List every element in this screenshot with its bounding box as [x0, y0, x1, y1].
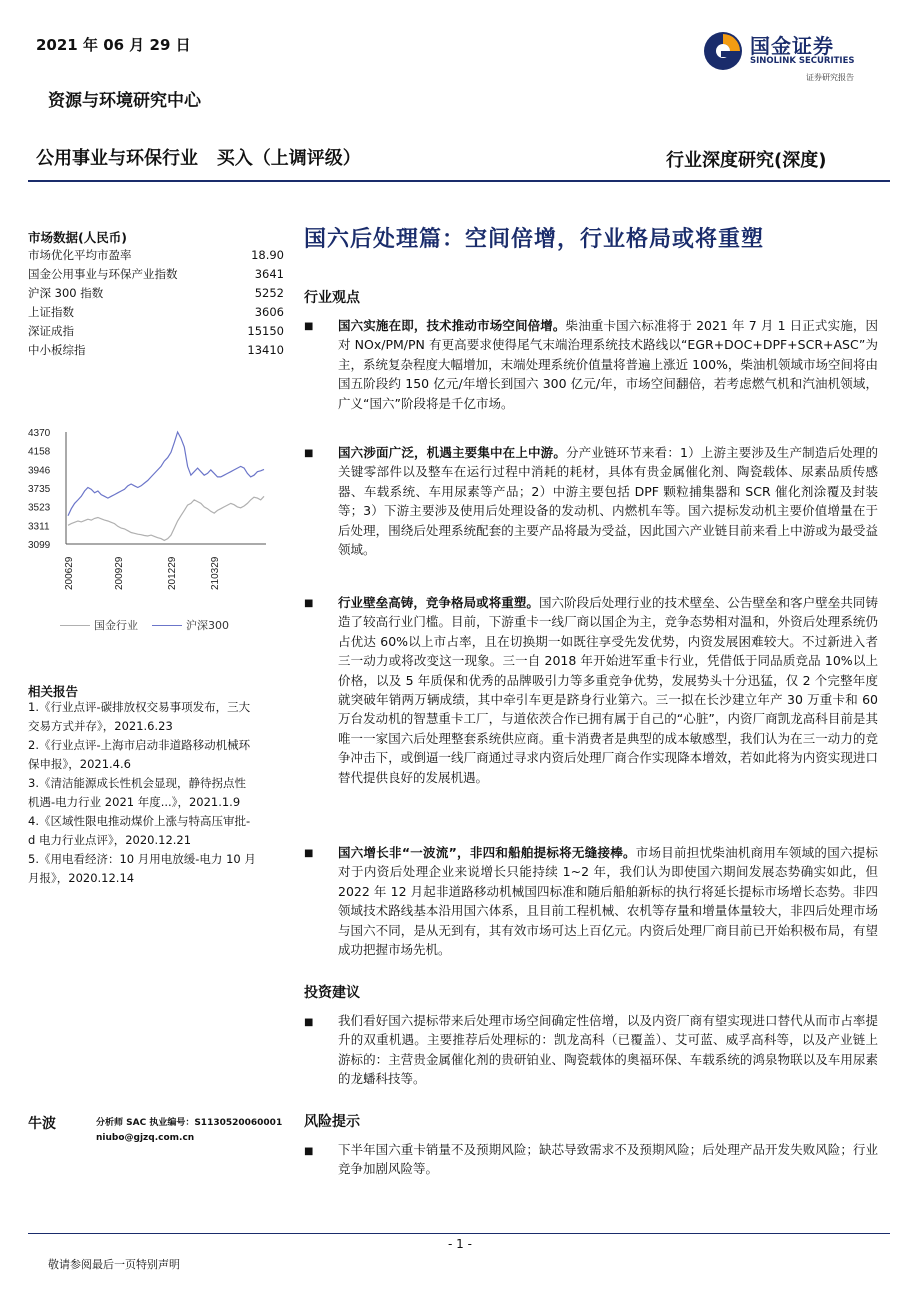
market-value: 3641: [254, 267, 284, 281]
market-label: 深证成指: [28, 324, 74, 338]
market-label: 中小板综指: [28, 343, 86, 357]
view-paragraph: [338, 843, 878, 959]
chart-x-tick-label: 200629: [64, 556, 75, 590]
risk-body: 下半年国六重卡销量不及预期风险；缺芯导致需求不及预期风险；后处理产品开发失败风险；行业竞争加剧风险等。: [338, 1142, 878, 1177]
legend-label: 沪深300: [186, 619, 229, 632]
report-type: 行业深度研究(深度): [666, 150, 827, 171]
view-paragraph: [338, 593, 878, 787]
related-report-line: d 电力行业点评》，2020.12.21: [28, 833, 192, 847]
bullet-square-icon: ■: [304, 598, 314, 609]
risk-heading: 风险提示: [304, 1114, 360, 1130]
market-row: [28, 303, 284, 322]
invest-advice-heading: 投资建议: [304, 985, 360, 1001]
market-label: 市场优化平均市盈率: [28, 248, 132, 262]
sector-rating: 公用事业与环保行业 买入（上调评级）: [36, 148, 361, 169]
research-center: 资源与环境研究中心: [48, 91, 201, 111]
view-lead: 国六增长非“一波流”，非四和船舶提标将无缝接棒。: [338, 845, 636, 860]
market-value: 15150: [247, 324, 284, 338]
market-label: 沪深 300 指数: [28, 286, 104, 300]
index-line-chart: [26, 424, 274, 636]
report-title: 国六后处理篇：空间倍增，行业格局或将重塑: [304, 226, 765, 252]
view-body: 柴油重卡国六标准将于 2021 年 7 月 1 日正式实施，因对 NOx/PM/PN 有更高要求使得尾气末端治理系统技术路线以“EGR+DOC+DPF+SCR+ASC”为主，系统复杂程度大幅增加，末端处理系统价值量将普遍上涨近 100%，柴油机领域市场空间将由国五阶段约 150 亿元/年增长到国六 300 亿元/年，市场空间翻倍，若考虑燃气机和汽油机领域，广义“国六”阶段将是千亿市场。: [338, 318, 878, 411]
bullet-square-icon: ■: [304, 321, 314, 332]
page-number: - 1 -: [448, 1237, 472, 1251]
analyst-name: 牛波: [28, 1116, 56, 1132]
legend-label: 国金行业: [94, 619, 138, 632]
market-value: 5252: [254, 286, 284, 300]
bullet-square-icon: ■: [304, 1146, 314, 1157]
view-lead: 行业壁垒高铸，竞争格局或将重塑。: [338, 595, 539, 610]
view-paragraph: [338, 316, 878, 413]
chart-x-tick-label: 201229: [166, 556, 178, 590]
view-paragraph: [338, 443, 878, 559]
market-value: 13410: [247, 343, 284, 357]
view-body: 市场目前担忧柴油机商用车领域的国六提标对于内资后处理企业来说增长只能持续 1~2 年，我们认为即使国六期间发展态势确实如此，但 2022 年 12 月起非道路移动机械国四标准和随后船舶新标的执行将延长提标市场增长态势。非四领域技术路线基本沿用国六体系，且目前工程机械、农机等存量和增量体量较大，非四后处理市场与国六不同，是从无到有，其有效市场可达上百亿元。内资后处理厂商目前已开始积极布局，有望成功把握市场先机。: [338, 845, 878, 958]
market-row: [28, 265, 284, 284]
disclaimer: 敬请参阅最后一页特别声明: [48, 1258, 180, 1271]
related-reports-list: [28, 698, 296, 888]
legend-swatch: [60, 625, 90, 626]
chart-y-tick-label: 3735: [28, 483, 51, 495]
view-body: 分产业链环节来看：1）上游主要涉及生产制造后处理的关键零部件以及整车在运行过程中消耗的耗材，具体有贵金属催化剂、陶瓷载体、尿素品质传感器、车载系统、车用尿素等产品；2）中游主要包括 DPF 颗粒捕集器和 SCR 催化剂涂覆及封装等；3）下游主要涉及使用后处理设备的发动机、内燃机车等。国六提标发动机主要价值增量在于后处理，围绕后处理系统配套的主要产品将最为受益，因此国六产业链目前来看上中游或为最受益领域。: [338, 445, 878, 558]
related-report-line: 2.《行业点评-上海市启动非道路移动机械环: [28, 738, 251, 752]
chart-y-tick-label: 3946: [28, 465, 51, 477]
analyst-email: niubo@gjzq.com.cn: [96, 1133, 195, 1143]
related-report-line: 机遇-电力行业 2021 年度...》，2021.1.9: [28, 795, 241, 809]
logo-subtitle: 证券研究报告: [806, 73, 854, 82]
related-reports-heading: 相关报告: [28, 684, 79, 699]
related-report-line: 保申报》，2021.4.6: [28, 757, 131, 771]
chart-x-tick-label: 200929: [113, 556, 125, 590]
bullet-square-icon: ■: [304, 448, 314, 459]
related-report-line: 1.《行业点评-碳排放权交易事项发布，三大: [28, 700, 251, 714]
invest-advice-body: 我们看好国六提标带来后处理市场空间确定性倍增，以及内资厂商有望实现进口替代从而市占率提升的双重机遇。主要推荐后处理标的：凯龙高科（已覆盖）、艾可蓝、威孚高科等，以及产业链上游标的：主营贵金属催化剂的贵研铂业、陶瓷载体的奥福环保、车载系统的鸿泉物联以及车用尿素的龙蟠科技等。: [338, 1013, 878, 1087]
legend-item: [152, 617, 229, 633]
bullet-square-icon: ■: [304, 848, 314, 859]
report-date: 2021 年 06 月 29 日: [36, 36, 191, 54]
market-row: [28, 246, 284, 265]
footer-divider: [28, 1233, 890, 1234]
market-row: [28, 322, 284, 341]
market-row: [28, 284, 284, 303]
analyst-cert: 分析师 SAC 执业编号：S1130520060001: [96, 1118, 283, 1128]
header-divider: [28, 180, 890, 182]
market-data-heading: 市场数据(人民币): [28, 230, 127, 245]
market-data-table: [28, 246, 284, 360]
chart-series-industry: [68, 496, 264, 540]
market-label: 国金公用事业与环保产业指数: [28, 267, 178, 281]
chart-series-hs300: [68, 432, 264, 516]
chart-y-tick-label: 4370: [28, 428, 51, 439]
market-value: 18.90: [251, 248, 284, 262]
chart-x-tick-label: 210329: [210, 556, 222, 590]
market-row: [28, 341, 284, 360]
logo-company-cn: 国金证券: [750, 34, 834, 58]
market-label: 上证指数: [28, 305, 74, 319]
market-value: 3606: [254, 305, 284, 319]
bullet-square-icon: ■: [304, 1017, 314, 1028]
related-report-line: 3.《清洁能源成长性机会显现，静待拐点性: [28, 776, 246, 790]
logo-company-en: SINOLINK SECURITIES: [750, 56, 855, 66]
chart-y-tick-label: 3523: [28, 502, 51, 514]
chart-y-tick-label: 3311: [28, 521, 50, 533]
view-lead: 国六涉面广泛，机遇主要集中在上中游。: [338, 445, 567, 460]
legend-item: [60, 617, 138, 633]
chart-y-tick-label: 3099: [28, 540, 51, 551]
chart-y-tick-label: 4158: [28, 446, 51, 458]
industry-view-heading: 行业观点: [304, 290, 360, 306]
legend-swatch: [152, 625, 182, 626]
analyst-info: [96, 1116, 282, 1146]
logo-mark-icon: [702, 30, 744, 72]
view-body: 国六阶段后处理行业的技术壁垒、公告壁垒和客户壁垒共同铸造了较高行业门槛。目前，下游重卡一线厂商以国企为主，竞争态势相对温和，外资后处理系统仍占优达 60%以上市占率，且在切换期一如既往享受先发优势，内资发展困难较大。不过新进入者三一动力或将改变这一现象。三一自 2018 年开始进军重卡行业，凭借低于同品质竞品 10%以上价格，以及 5 年质保和优秀的品牌吸引力等多重竞争优势，发展势头十分迅猛，仅 2 个完整年度就突破年销两万辆成绩，其中牵引车更是跻身行业第六。三一拟在长沙建立年产 30 万重卡和 60 万台发动机的智慧重卡工厂，与道依茨合作已拥有属于自己的“心脏”，内资厂商凯龙高科目前是其唯一一家国六后处理整套系统供应商。重卡消费者是典型的成本敏感型，我们认为在三一动力的竞争冲击下，或倒逼一线厂商通过寻求内资后处理厂商合作实现降本增效，若如此将为内资实现进口替代提供良好的发展机遇。: [338, 595, 878, 785]
view-lead: 国六实施在即，技术推动市场空间倍增。: [338, 318, 566, 333]
related-report-line: 5.《用电看经济：10 月用电放缓-电力 10 月: [28, 852, 256, 866]
related-report-line: 月报》，2020.12.14: [28, 871, 135, 885]
chart-legend: [60, 617, 229, 633]
related-report-line: 交易方式并存》，2021.6.23: [28, 719, 173, 733]
related-report-line: 4.《区域性限电推动煤价上涨与特高压审批-: [28, 814, 251, 828]
